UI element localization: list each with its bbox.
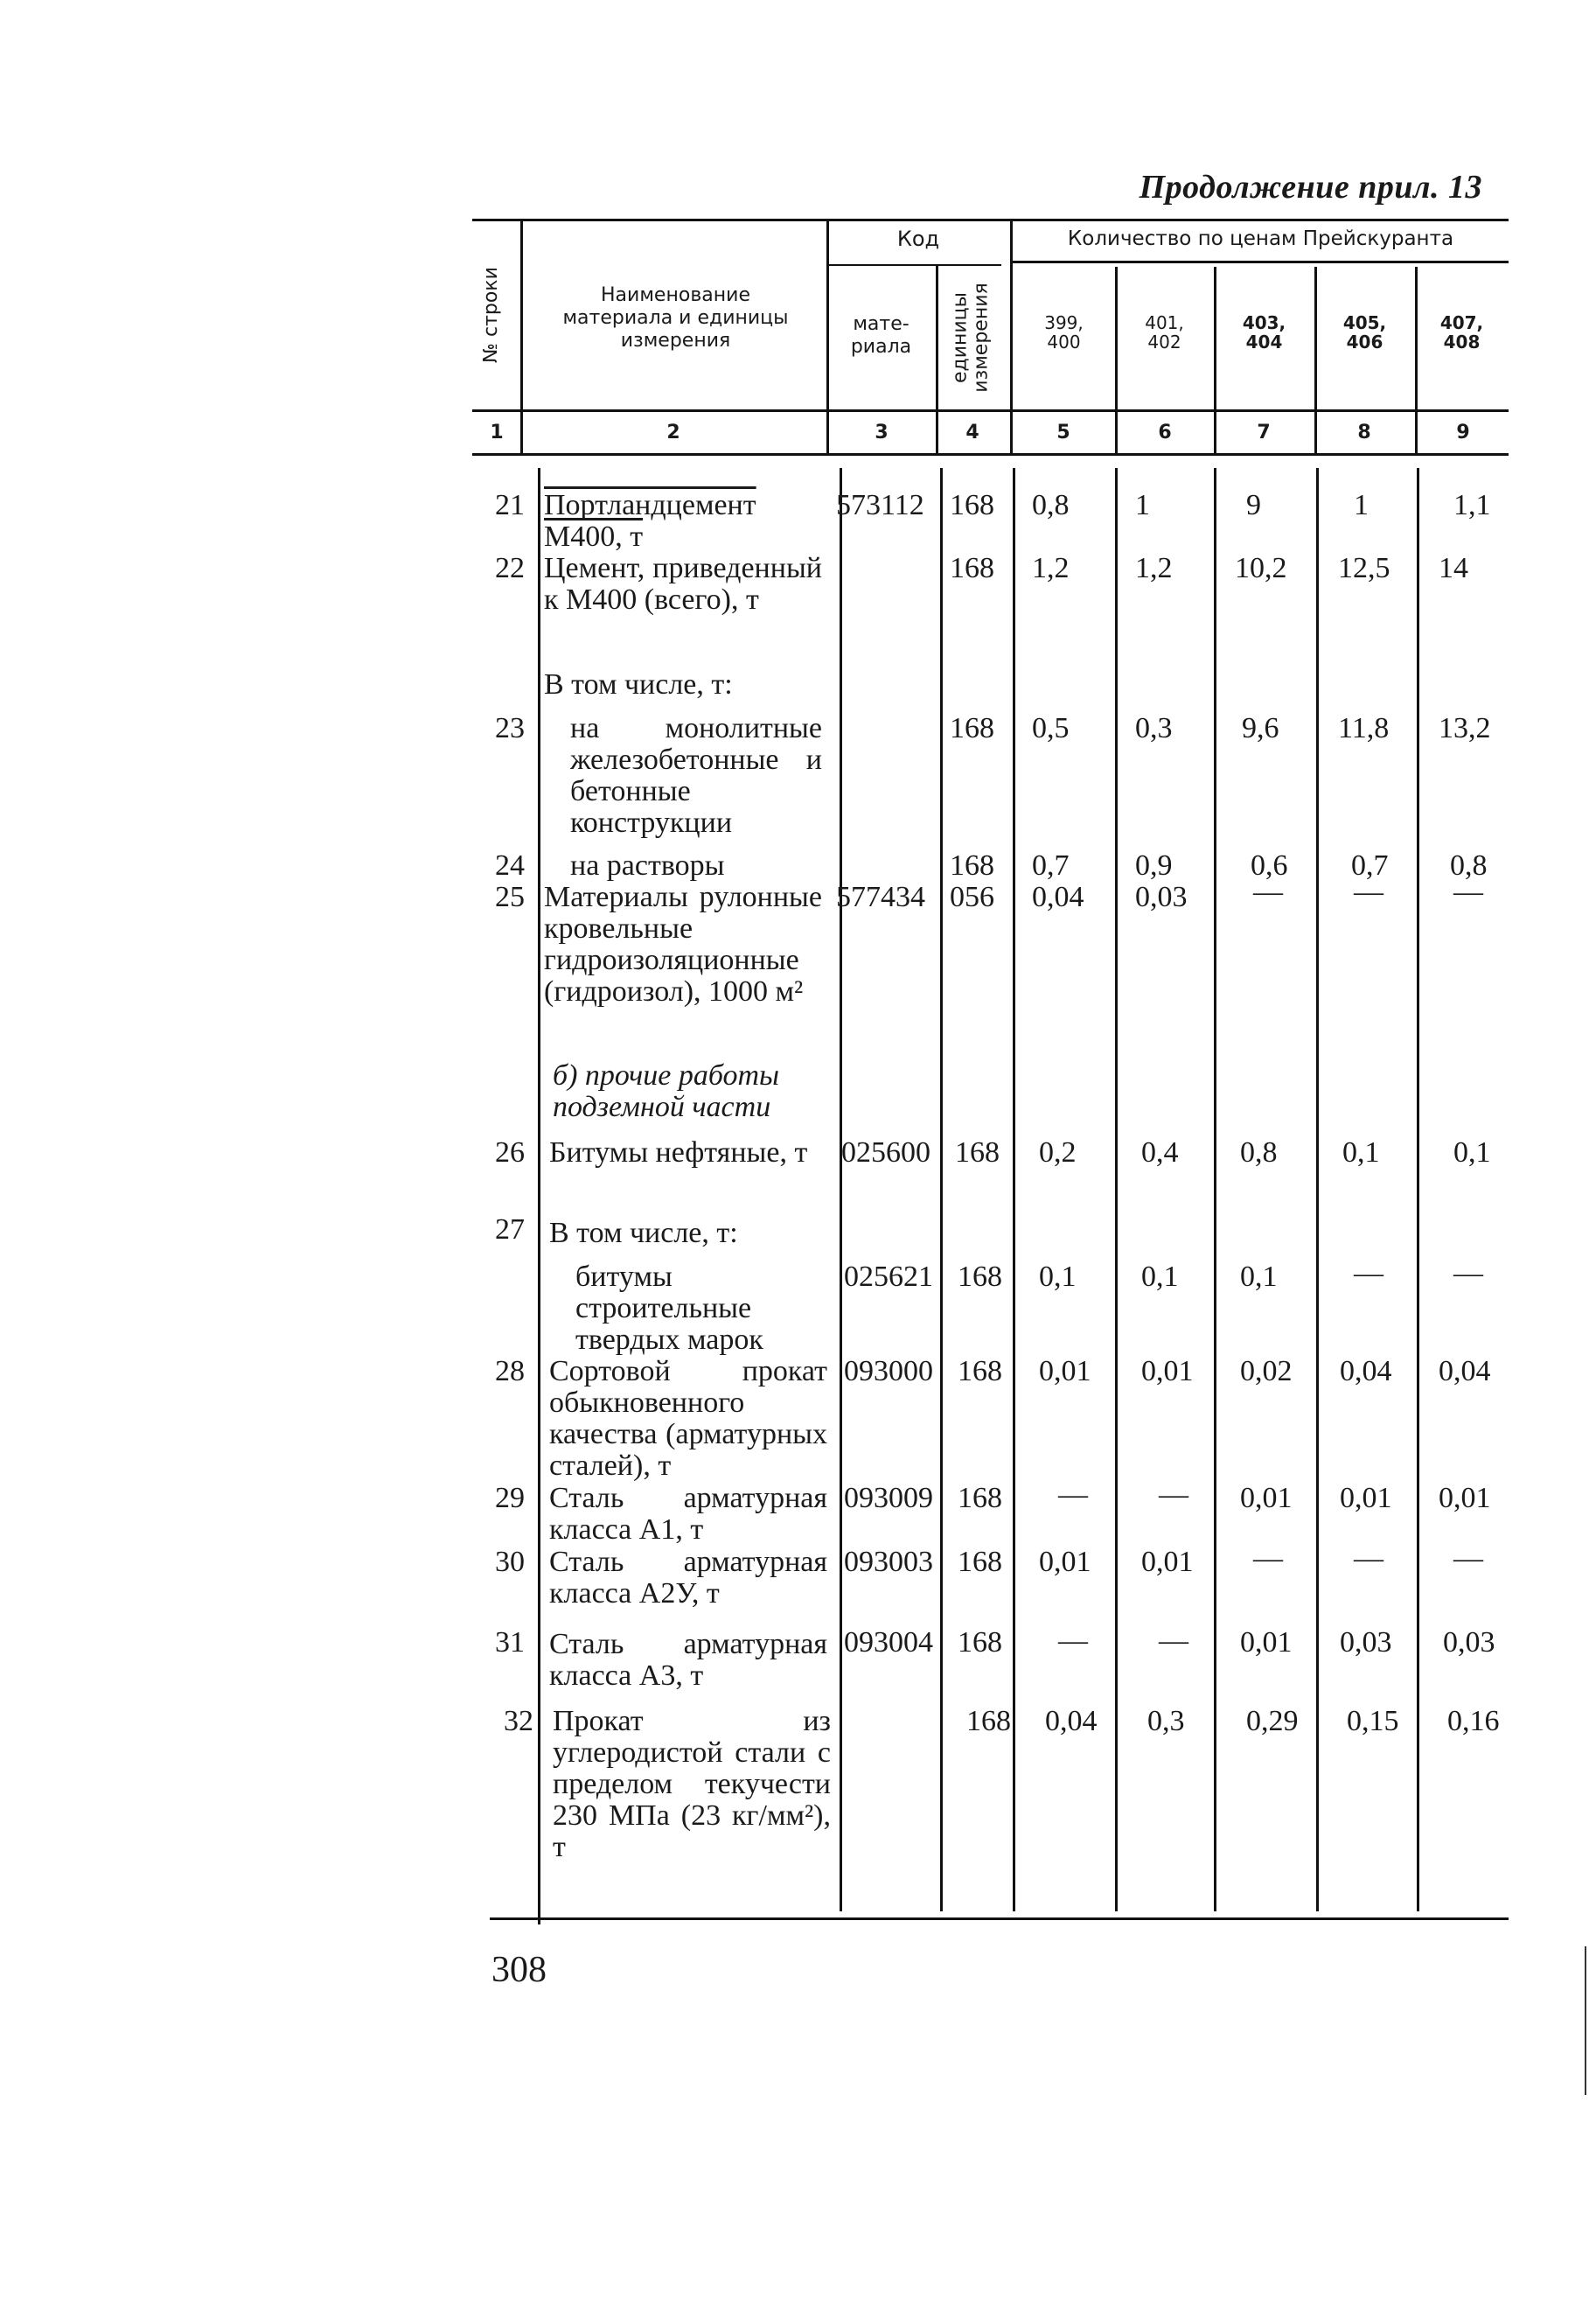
row-number: 25 [495, 881, 525, 913]
unit-code: 168 [958, 1482, 1002, 1514]
material-name: Цемент, приведенный к М400 (всего), т [544, 552, 822, 616]
header-code-material: мате- риала [850, 313, 912, 358]
qty-407: 1,1 [1453, 489, 1491, 521]
qty-399: 0,01 [1039, 1355, 1091, 1387]
qty-399: 0,04 [1045, 1705, 1098, 1737]
unit-code: 168 [950, 849, 994, 882]
header-price-403: 403, 404 [1242, 312, 1286, 353]
row-number: 27 [495, 1213, 525, 1246]
qty-399: — [1058, 1478, 1088, 1511]
material-name: Портландцемент М400, т [544, 489, 756, 553]
qty-401: — [1159, 1478, 1188, 1511]
body-vrule [940, 468, 943, 1911]
qty-405: 0,04 [1340, 1355, 1392, 1387]
material-code: 573112 [836, 489, 924, 521]
qty-405: 0,15 [1347, 1705, 1399, 1737]
material-name: битумы строительные твердых марок [575, 1261, 763, 1356]
header-price-399: 399, 400 [1044, 312, 1084, 353]
qty-407: — [1453, 1542, 1483, 1575]
qty-401: 0,9 [1135, 849, 1173, 882]
material-code: 025600 [841, 1136, 930, 1169]
material-code: 093004 [844, 1626, 933, 1659]
unit-code: 168 [950, 712, 994, 744]
column-number: 2 [666, 422, 680, 444]
material-name: Сталь арматурная класса А1, т [549, 1482, 827, 1546]
header-vrule [1214, 267, 1216, 453]
scan-edge-mark [1585, 1946, 1586, 2095]
row-number: 31 [495, 1626, 525, 1659]
qty-407: 0,1 [1453, 1136, 1491, 1169]
header-price-401: 401, 402 [1145, 312, 1184, 353]
row-number: 32 [504, 1705, 533, 1737]
material-name: на монолитные железобетонные и бетонные конструкции [570, 712, 822, 839]
unit-code: 056 [950, 881, 994, 913]
qty-401: 0,4 [1141, 1136, 1179, 1169]
subtotal-label: В том числе, т: [544, 668, 733, 701]
qty-403: 0,02 [1240, 1355, 1293, 1387]
qty-405: 0,7 [1351, 849, 1389, 882]
body-vrule [1115, 468, 1118, 1911]
row-number: 30 [495, 1546, 525, 1578]
qty-403: 0,1 [1240, 1261, 1278, 1293]
qty-399: 0,2 [1039, 1136, 1077, 1169]
material-code: 093009 [844, 1482, 933, 1514]
qty-399: — [1058, 1624, 1088, 1657]
column-number: 7 [1257, 422, 1271, 444]
page-number: 308 [491, 1950, 547, 1990]
qty-401: 1 [1135, 489, 1150, 521]
table-top-rule [472, 219, 1509, 221]
qty-403: 10,2 [1235, 552, 1287, 584]
qty-399: 0,1 [1039, 1261, 1077, 1293]
qty-405: — [1354, 1257, 1383, 1289]
materials-table [472, 219, 1509, 1920]
header-code: Код [896, 227, 940, 251]
qty-405: 11,8 [1338, 712, 1390, 744]
qty-403: — [1253, 1542, 1283, 1575]
qty-403: 0,29 [1246, 1705, 1299, 1737]
material-name: Материалы рулонные кровельные гидроизоляционные (гидроизол), 1000 м² [544, 881, 822, 1008]
row-number: 28 [495, 1355, 525, 1387]
qty-401: 0,03 [1135, 881, 1188, 913]
body-vrule [1417, 468, 1419, 1911]
material-code: 093000 [844, 1355, 933, 1387]
qty-405: 0,03 [1340, 1626, 1392, 1659]
qty-407: 0,03 [1443, 1626, 1495, 1659]
qty-405: — [1354, 876, 1383, 908]
section-heading: б) прочие работы подземной части [553, 1059, 780, 1123]
qty-405: 0,1 [1342, 1136, 1380, 1169]
row-number: 23 [495, 712, 525, 744]
qty-399: 1,2 [1032, 552, 1070, 584]
code-group-rule [826, 264, 1001, 266]
unit-code: 168 [950, 552, 994, 584]
unit-code: 168 [966, 1705, 1011, 1737]
row-number: 21 [495, 489, 525, 521]
body-vrule [1013, 468, 1015, 1911]
qty-399: 0,04 [1032, 881, 1084, 913]
unit-code: 168 [958, 1546, 1002, 1578]
material-name: Сортовой прокат обыкновенного качества (арматурных сталей), т [549, 1355, 827, 1482]
qty-407: 0,04 [1439, 1355, 1491, 1387]
column-number: 4 [965, 422, 979, 444]
qty-399: 0,7 [1032, 849, 1070, 882]
qty-407: — [1453, 1257, 1483, 1289]
header-bottom-rule [472, 409, 1509, 412]
row-number: 26 [495, 1136, 525, 1169]
row-number: 29 [495, 1482, 525, 1514]
qty-401: 0,3 [1135, 712, 1173, 744]
material-code: 025621 [844, 1261, 933, 1293]
unit-code: 168 [958, 1626, 1002, 1659]
material-name: Сталь арматурная класса А2У, т [549, 1546, 827, 1610]
unit-code: 168 [958, 1355, 1002, 1387]
column-number: 8 [1357, 422, 1371, 444]
qty-403: 0,6 [1251, 849, 1288, 882]
colnum-bottom-rule [472, 453, 1509, 456]
qty-405: 1 [1354, 489, 1369, 521]
material-name: Прокат из углеродистой стали с пределом текучести 230 МПа (23 кг/мм²), т [553, 1705, 831, 1863]
column-number: 1 [490, 422, 504, 444]
qty-405: — [1354, 1542, 1383, 1575]
header-row-no: № строки [480, 267, 502, 363]
row-number: 22 [495, 552, 525, 584]
qty-401: 1,2 [1135, 552, 1173, 584]
material-name: Сталь арматурная класса А3, т [549, 1628, 827, 1692]
qty-403: 0,01 [1240, 1626, 1293, 1659]
qty-407: 0,01 [1439, 1482, 1491, 1514]
header-price-407: 407, 408 [1439, 312, 1484, 353]
qty-405: 0,01 [1340, 1482, 1392, 1514]
qty-403: 9 [1246, 489, 1261, 521]
continuation-caption: Продолжение прил. 13 [1139, 169, 1482, 206]
column-number: 9 [1456, 422, 1470, 444]
header-quantity: Количество по ценам Прейскуранта [1067, 227, 1454, 250]
body-vrule [1214, 468, 1216, 1911]
body-vrule [840, 468, 842, 1911]
qty-403: 9,6 [1242, 712, 1279, 744]
column-number: 3 [875, 422, 889, 444]
qty-401: 0,1 [1141, 1261, 1179, 1293]
material-name: Битумы нефтяные, т [549, 1136, 808, 1169]
qty-401: 0,3 [1147, 1705, 1185, 1737]
qty-401: 0,01 [1141, 1355, 1194, 1387]
qty-407: 13,2 [1439, 712, 1491, 744]
column-number: 6 [1158, 422, 1172, 444]
quantity-group-rule [1013, 261, 1509, 263]
qty-407: 14 [1439, 552, 1468, 584]
qty-401: — [1159, 1624, 1188, 1657]
qty-403: 0,8 [1240, 1136, 1278, 1169]
header-vrule [1115, 267, 1118, 453]
row-number: 24 [495, 849, 525, 882]
material-code: 577434 [836, 881, 925, 913]
header-code-unit: единицы измерения [949, 283, 993, 393]
header-price-405: 405, 406 [1342, 312, 1387, 353]
header-vrule [1314, 267, 1317, 453]
body-vrule [1316, 468, 1319, 1911]
qty-407: 0,16 [1447, 1705, 1500, 1737]
subtotal-label: В том числе, т: [549, 1217, 738, 1249]
unit-code: 168 [950, 489, 994, 521]
qty-407: 0,8 [1450, 849, 1488, 882]
material-name: на растворы [570, 849, 725, 882]
qty-405: 12,5 [1338, 552, 1390, 584]
table-bottom-rule [490, 1917, 1509, 1920]
qty-403: — [1253, 876, 1283, 908]
material-code: 093003 [844, 1546, 933, 1578]
body-vrule [538, 468, 540, 1924]
unit-code: 168 [955, 1136, 1000, 1169]
qty-407: — [1453, 876, 1483, 908]
unit-code: 168 [958, 1261, 1002, 1293]
header-vrule [936, 264, 938, 453]
qty-401: 0,01 [1141, 1546, 1194, 1578]
header-name: Наименование материала и единицы измерения [562, 284, 789, 352]
header-vrule [1415, 267, 1418, 453]
header-vrule [520, 219, 523, 453]
qty-399: 0,5 [1032, 712, 1070, 744]
qty-399: 0,01 [1039, 1546, 1091, 1578]
qty-403: 0,01 [1240, 1482, 1293, 1514]
column-number: 5 [1056, 422, 1070, 444]
qty-399: 0,8 [1032, 489, 1070, 521]
